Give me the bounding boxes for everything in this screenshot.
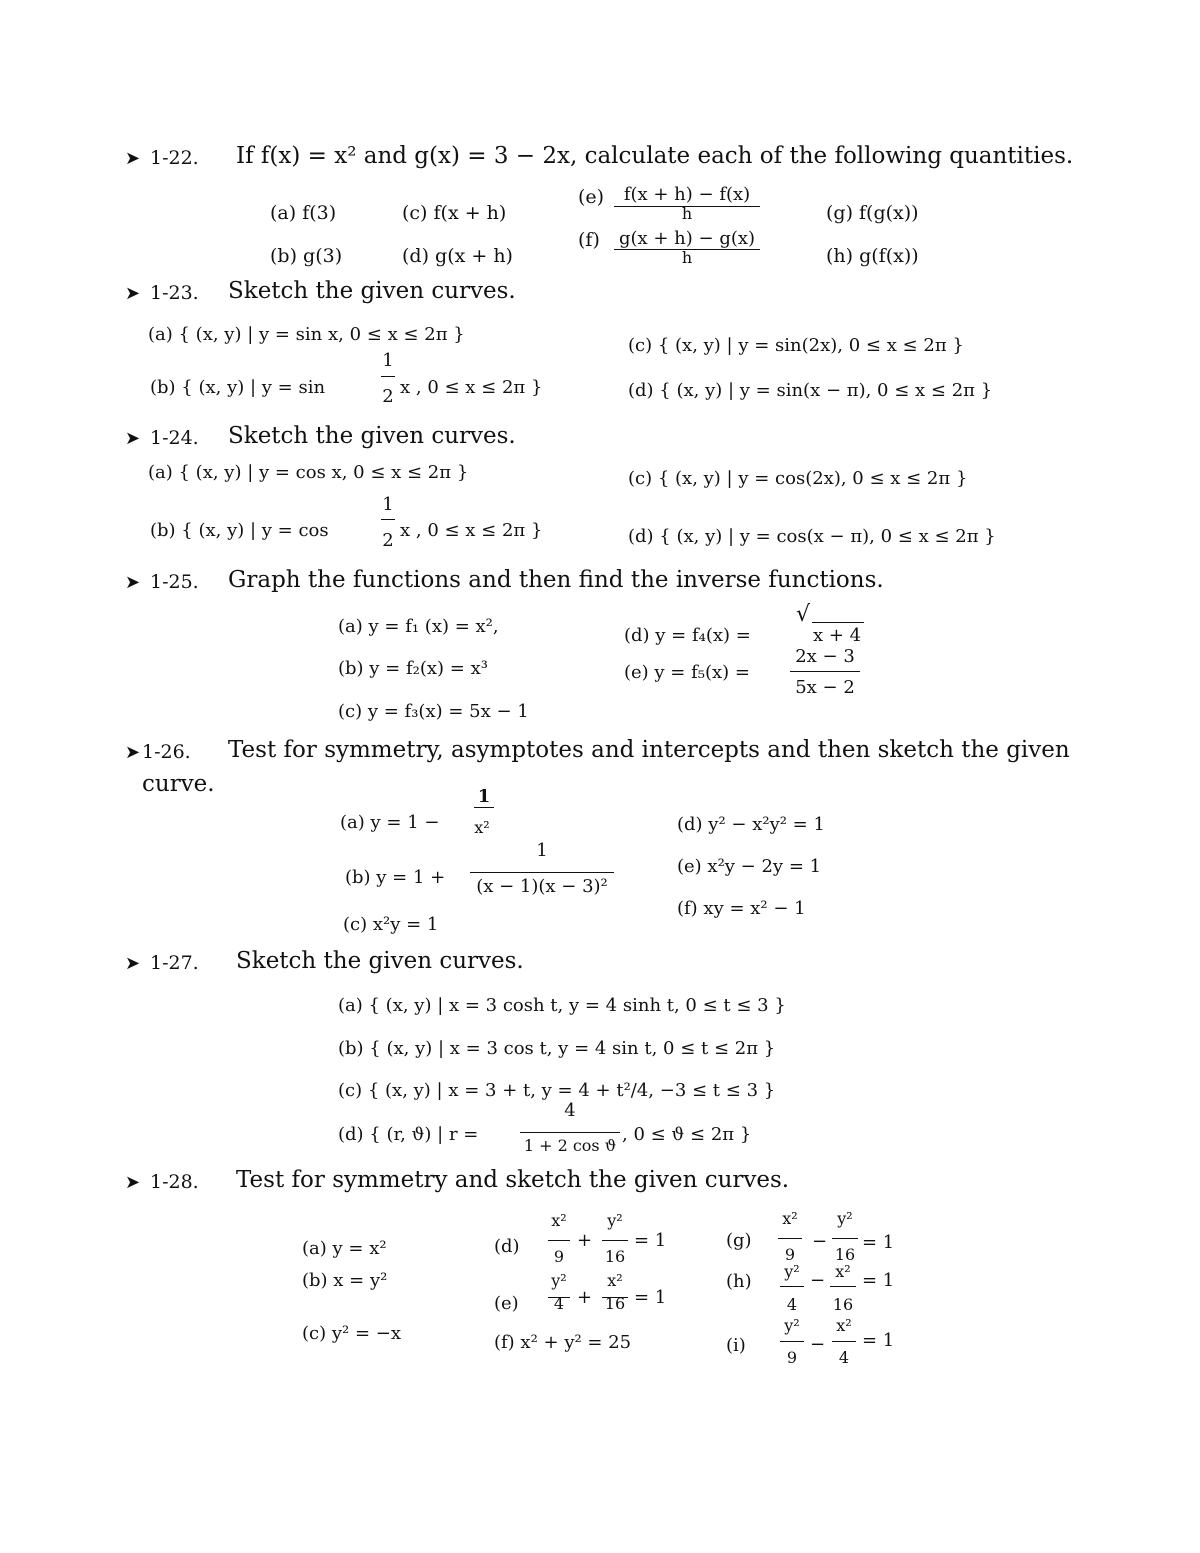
part-i-label: (i) [726, 1335, 746, 1356]
part-b-rest: x , 0 ≤ x ≤ 2π } [400, 520, 543, 541]
part-e-denominator-2: 16 [604, 1294, 626, 1313]
fraction-bar [520, 1132, 620, 1133]
fraction-numerator: 1 [382, 350, 394, 371]
part-d-numerator: 4 [564, 1100, 576, 1121]
part-b: (b) y = 1 + [345, 867, 446, 888]
problem-statement: If f(x) = x² and g(x) = 3 − 2x, calculate each of the following quantities. [236, 143, 1074, 169]
problem-statement-cont: curve. [142, 771, 215, 797]
part-h-operator: − [810, 1270, 826, 1291]
part-h-denominator-1: 4 [786, 1295, 798, 1314]
part-f-numerator: g(x + h) − g(x) [618, 228, 756, 249]
problem-statement: Sketch the given curves. [236, 948, 524, 974]
fraction-bar [832, 1238, 858, 1239]
part-g-operator: − [812, 1231, 828, 1252]
fraction-bar [602, 1240, 628, 1241]
part-h-label: (h) [726, 1271, 752, 1292]
part-h-numerator-1: y² [784, 1262, 800, 1281]
part-d-denominator: 1 + 2 cos ϑ [523, 1136, 617, 1155]
problem-number: 1-26. [142, 741, 191, 763]
part-h-equals: = 1 [862, 1270, 895, 1291]
part-i-numerator-1: y² [784, 1316, 800, 1335]
part-g-denominator-2: 16 [834, 1245, 856, 1264]
part-e-label: (e) [578, 186, 605, 208]
fraction-bar [780, 1286, 804, 1287]
bullet-icon: ➤ [125, 742, 141, 763]
part-g-denominator-1: 9 [784, 1245, 796, 1264]
part-b: (b) { (x, y) | x = 3 cos t, y = 4 sin t, 0 ≤ t ≤ 2π } [338, 1038, 776, 1059]
part-e-numerator: f(x + h) − f(x) [623, 184, 751, 205]
part-c: (c) f(x + h) [402, 202, 507, 224]
part-b: (b) x = y² [302, 1270, 388, 1291]
part-d-numerator-1: x² [551, 1211, 567, 1230]
part-h-numerator-2: x² [835, 1262, 851, 1281]
fraction-denominator: 2 [382, 530, 394, 551]
part-g-label: (g) [726, 1230, 752, 1251]
part-d: (d) y² − x²y² = 1 [677, 814, 825, 835]
part-b-denominator: (x − 1)(x − 3)² [476, 876, 608, 897]
bullet-icon: ➤ [125, 1172, 141, 1193]
fraction-bar [470, 872, 614, 873]
part-b-rest: x , 0 ≤ x ≤ 2π } [400, 377, 543, 398]
part-f-denominator: h [681, 248, 693, 267]
part-f: (f) xy = x² − 1 [677, 898, 806, 919]
part-c: (c) x²y = 1 [343, 914, 439, 935]
bullet-icon: ➤ [125, 953, 141, 974]
part-g-numerator-1: x² [782, 1209, 798, 1228]
part-i-operator: − [810, 1334, 826, 1355]
part-e: (e) y = f₅(x) = [624, 662, 750, 683]
problem-number: 1-27. [150, 952, 199, 974]
sqrt-icon: √ [796, 602, 811, 627]
fraction-numerator: 1 [382, 494, 394, 515]
fraction-bar [790, 671, 860, 672]
part-b: (b) { (x, y) | y = sin [150, 377, 326, 398]
part-h: (h) g(f(x)) [826, 245, 919, 267]
fraction-bar [474, 807, 494, 808]
fraction-bar [381, 376, 395, 377]
part-a: (a) y = x² [302, 1238, 387, 1259]
part-c: (c) { (x, y) | y = sin(2x), 0 ≤ x ≤ 2π } [628, 335, 964, 356]
part-i-numerator-2: x² [836, 1316, 852, 1335]
part-d-rest: , 0 ≤ ϑ ≤ 2π } [622, 1124, 752, 1145]
part-c: (c) { (x, y) | y = cos(2x), 0 ≤ x ≤ 2π } [628, 468, 968, 489]
fraction-bar [832, 1341, 856, 1342]
problem-statement: Graph the functions and then find the inverse functions. [228, 567, 884, 593]
fraction-bar [780, 1341, 804, 1342]
part-e-denominator: h [681, 204, 693, 223]
fraction-denominator: 2 [382, 386, 394, 407]
radical-bar [812, 622, 864, 623]
part-e-numerator-1: y² [551, 1271, 567, 1290]
part-c: (c) y² = −x [302, 1323, 401, 1344]
part-e-equals: = 1 [634, 1287, 667, 1308]
part-e-numerator: 2x − 3 [795, 646, 855, 667]
part-c: (c) y = f₃(x) = 5x − 1 [338, 701, 529, 722]
part-e-denominator: 5x − 2 [795, 677, 855, 698]
part-d: (d) g(x + h) [402, 245, 513, 267]
fraction-bar [778, 1238, 802, 1239]
bullet-icon: ➤ [125, 572, 141, 593]
part-d: (d) y = f₄(x) = [624, 625, 751, 646]
problem-number: 1-25. [150, 571, 199, 593]
fraction-bar [381, 519, 395, 520]
part-e-label: (e) [494, 1293, 519, 1314]
part-f: (f) x² + y² = 25 [494, 1332, 632, 1353]
part-a-denominator: x² [474, 818, 490, 837]
part-e: (e) x²y − 2y = 1 [677, 856, 822, 877]
part-b: (b) y = f₂(x) = x³ [338, 658, 488, 679]
part-b: (b) g(3) [270, 245, 343, 267]
part-d-operator: + [577, 1230, 593, 1251]
part-a: (a) { (x, y) | y = sin x, 0 ≤ x ≤ 2π } [148, 324, 465, 345]
bullet-icon: ➤ [125, 283, 141, 304]
part-g-equals: = 1 [862, 1232, 895, 1253]
problem-number: 1-23. [150, 282, 199, 304]
part-a: (a) { (x, y) | x = 3 cosh t, y = 4 sinh t, 0 ≤ t ≤ 3 } [338, 995, 786, 1016]
problem-number: 1-28. [150, 1171, 199, 1193]
problem-statement: Sketch the given curves. [228, 278, 516, 304]
part-a: (a) f(3) [270, 202, 337, 224]
part-d: (d) { (r, ϑ) | r = [338, 1124, 479, 1145]
part-e-operator: + [577, 1287, 593, 1308]
bullet-icon: ➤ [125, 428, 141, 449]
problem-statement: Test for symmetry, asymptotes and intercepts and then sketch the given [228, 737, 1070, 763]
part-d-denominator-2: 16 [604, 1247, 626, 1266]
fraction-bar [548, 1240, 570, 1241]
problem-number: 1-22. [150, 147, 199, 169]
part-a-numerator: 1 [477, 786, 491, 807]
bullet-icon: ➤ [125, 148, 141, 169]
part-d-radicand: x + 4 [813, 625, 862, 646]
part-e-numerator-2: x² [607, 1271, 623, 1290]
fraction-bar [830, 1286, 856, 1287]
part-e-denominator-1: 4 [553, 1294, 565, 1313]
part-b-numerator: 1 [536, 840, 548, 861]
part-d: (d) { (x, y) | y = sin(x − π), 0 ≤ x ≤ 2π } [628, 380, 993, 401]
part-h-denominator-2: 16 [832, 1295, 854, 1314]
part-d-label: (d) [494, 1236, 520, 1257]
problem-number: 1-24. [150, 427, 199, 449]
part-i-denominator-2: 4 [838, 1348, 850, 1367]
part-i-equals: = 1 [862, 1330, 895, 1351]
part-b: (b) { (x, y) | y = cos [150, 520, 329, 541]
part-d-equals: = 1 [634, 1230, 667, 1251]
part-a: (a) y = f₁ (x) = x², [338, 616, 499, 637]
part-d: (d) { (x, y) | y = cos(x − π), 0 ≤ x ≤ 2π } [628, 526, 996, 547]
problem-statement: Test for symmetry and sketch the given curves. [236, 1167, 790, 1193]
part-d-denominator-1: 9 [553, 1247, 565, 1266]
part-g: (g) f(g(x)) [826, 202, 919, 224]
part-c: (c) { (x, y) | x = 3 + t, y = 4 + t²/4, −3 ≤ t ≤ 3 } [338, 1080, 776, 1101]
part-d-numerator-2: y² [607, 1211, 623, 1230]
part-i-denominator-1: 9 [786, 1348, 798, 1367]
part-a: (a) { (x, y) | y = cos x, 0 ≤ x ≤ 2π } [148, 462, 469, 483]
part-g-numerator-2: y² [837, 1209, 853, 1228]
part-f-label: (f) [578, 229, 600, 251]
part-a: (a) y = 1 − [340, 812, 440, 833]
problem-statement: Sketch the given curves. [228, 423, 516, 449]
